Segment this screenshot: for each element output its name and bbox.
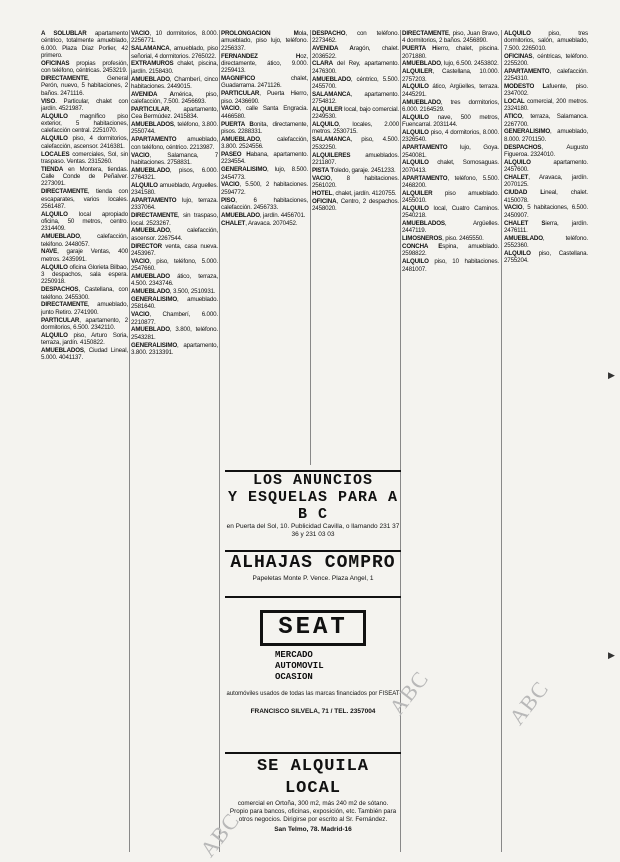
classified-listing: PISO, 6 habitaciones, calefacción. 2456733. <box>221 196 308 211</box>
classified-listing: GENERALISIMO, amueblado. 2581640. <box>131 296 218 311</box>
column-divider <box>310 30 311 465</box>
alhajas-ad <box>225 550 401 592</box>
classified-listing: NAVE, garaje Ventas, 400 metros. 2435991. <box>41 248 128 263</box>
seat-logo: SEAT <box>260 610 366 646</box>
column-divider <box>129 30 130 852</box>
classified-listing: A SOLUBLAR apartamento céntrico, totalmente amueblado, 6.000. Plaza Díaz Porlier, 42 primero. <box>41 30 128 60</box>
classified-listing: TIENDA en Montera, tiendas. Calle Conde de Peñalver. 2273091. <box>41 165 128 188</box>
classified-listing: AMUEBLADO, lujo, 6.500. 2453802. <box>402 60 499 68</box>
classified-listing: PISTA Toledo, garaje. 2451233. <box>312 166 396 174</box>
classified-listing: MODESTO Lafuente, piso. 2347002. <box>504 82 588 98</box>
classified-listing: ALQUILO oficina Glorieta Bilbao, 3 despachos, sala espera. 2250918. <box>41 263 128 286</box>
classified-listing: AMUEBLADO, jardín. 4456701. <box>221 211 306 219</box>
classified-column-5 <box>402 30 499 852</box>
classified-listing: AMUEBLADOS, Ciudad Lineal, 5.000. 4041137. <box>41 346 128 362</box>
seat-ocasion-line: OCASION <box>275 672 313 682</box>
classified-listing: AMUEBLADO, 3.500, 2510931. <box>131 288 216 296</box>
classified-listing: VISO. Particular, chalet con jardín. 4521987. <box>41 97 128 112</box>
classified-listing: LOCAL comercial, 200 metros. 2324180. <box>504 98 588 113</box>
classified-listing: SALAMANCA, amueblado, piso señorial, 4 dormitorios. 2765022. <box>131 45 218 60</box>
classified-listing: HOTEL, chalet, jardín. 4120755. <box>312 189 397 197</box>
classified-listing: ALQUILO apartamento. 2457600. <box>504 158 588 174</box>
classified-listing: ATICO, terraza, Salamanca. 2267700. <box>504 113 588 128</box>
classified-listing: ALQUILO, locales, 2.000 metros. 2530715. <box>312 121 399 136</box>
classified-listing: AMUEBLADO, tres dormitorios, 6.000. 2164529. <box>402 98 499 113</box>
classified-listing: VACIO, 5 habitaciones, 6.500. 2450907. <box>504 204 588 219</box>
abc-watermark: ABC <box>504 675 554 730</box>
classified-listing: ALQUILO piso, tres dormitorios, salón, amueblado, 7.500. 2265010. <box>504 30 588 52</box>
classified-listing: APARTAMENTO lujo, terraza. 2337064. <box>131 197 218 212</box>
classified-listing: DIRECTAMENTE, tienda con escaparates, varios locales. 2561487. <box>41 188 128 210</box>
classified-column-2 <box>131 30 218 852</box>
classified-listing: GENERALISIMO, lujo, 8.500. 2454773. <box>221 166 308 181</box>
anuncios-subheadline: Y ESQUELAS PARA A B C <box>227 489 399 523</box>
page-edge-arrow-icon: ▶ <box>608 650 615 660</box>
classified-listing: DIRECTAMENTE, piso, Juan Bravo, 4 dormitorios, 2 baños. 2456890. <box>402 30 499 45</box>
classified-listing: APARTAMENTO amueblado, con teléfono, céntrico. 2213987. <box>131 136 218 151</box>
classified-listing: AVENIDA América, piso, calefacción, 7.500. 2456693. <box>131 90 218 106</box>
classified-listing: AMUEBLADOS, teléfono, 3.800. 2550744. <box>131 121 218 136</box>
anuncios-ad <box>225 470 401 548</box>
classified-listing: PROLONGACION Mola, amueblado, piso lujo, teléfono. 2256337. <box>221 30 308 52</box>
classified-listing: AMUEBLADO ático, terraza, 4.500. 2343746. <box>131 273 218 288</box>
classified-listing: ALQUILO nave, 500 metros, Fuencarral. 2031144. <box>402 113 499 129</box>
classified-listing: AMUEBLADO, calefacción, ascensor. 2267544. <box>131 227 218 242</box>
classified-listing: CONCHA Espina, amueblado. 2598822. <box>402 243 499 258</box>
classified-listing: VACIO, 10 dormitorios, 8.000. 2256771. <box>131 30 218 45</box>
classified-listing: LOCALES comerciales, Sol, sin traspaso. Ventas. 2315260. <box>41 150 128 165</box>
classified-listing: PASEO Habana, apartamento. 2234554. <box>221 151 308 166</box>
classified-listing: ALQUILO piso, 4 dormitorios, calefacción, ascensor. 2416381. <box>41 135 128 150</box>
abc-watermark: ABC <box>384 665 434 720</box>
classified-listing: EXTRAMUROS chalet, piscina, jardín. 2158430. <box>131 60 218 75</box>
classified-listing: PARTICULAR, apartamento, Cea Bermúdez. 2415834. <box>131 105 218 121</box>
classified-listing: OFICINAS propias profesión, con teléfono, céntricas. 2453219. <box>41 59 128 75</box>
classified-listing: ALQUILO local apropiado oficina, 50 metros, centro. 2314409. <box>41 210 128 233</box>
classified-listing: VACIO, Chamberí, 6.000. 2210877. <box>131 311 218 326</box>
classified-listing: AMUEBLADO, 3.800, teléfono. 2543281. <box>131 326 218 341</box>
classified-listing: ALQUILER local, bajo comercial. 2249530. <box>312 105 399 121</box>
classified-listing: AMUEBLADO, calefacción, teléfono. 2448057. <box>41 233 128 248</box>
seat-automovil-line: AUTOMOVIL <box>275 661 324 671</box>
classified-listing: SALAMANCA, piso, 4.500. 2532250. <box>312 136 399 151</box>
classified-listing: GENERALISIMO, amueblado, 8.000. 2701150. <box>504 128 588 143</box>
classified-listing: CHALET, Aravaca, jardín. 2070125. <box>504 174 588 189</box>
classified-listing: LIMOSNEROS, piso. 2465550. <box>402 235 484 243</box>
anuncios-headline: LOS ANUNCIOS <box>252 472 374 489</box>
local-ad <box>225 752 401 854</box>
classified-listing: ALQUILO chalet, Somosaguas. 2070413. <box>402 159 499 174</box>
classified-listing: VACIO, 8 habitaciones. 2561020. <box>312 174 399 189</box>
classified-listing: ALQUILERES amueblados. 2211807. <box>312 151 399 166</box>
classified-listing: PARTICULAR, apartamento, 2 dormitorios, 6.500. 2342110. <box>41 316 128 331</box>
alhajas-headline: ALHAJAS COMPRO <box>230 553 396 573</box>
classified-listing: DIRECTAMENTE, amueblado, junto Retiro. 2741990. <box>41 301 128 316</box>
column-divider <box>501 30 502 852</box>
classified-listing: DESPACHOS, Castellana, con teléfono. 2455300. <box>41 286 128 301</box>
classified-listing: APARTAMENTO, teléfono, 5.500. 2468200. <box>402 174 499 189</box>
classified-listing: ALQUILO piso, 10 habitaciones. 2481007. <box>402 258 499 273</box>
classified-listing: FERNANDEZ Hoz, directamente, ático, 9.000. 2259413. <box>221 52 308 75</box>
classified-listing: OFICINAS, céntricas, teléfono. 2255200. <box>504 52 588 67</box>
classified-column-1 <box>41 30 128 852</box>
classified-listing: ALQUILO magnífico piso exterior, 5 habitaciones, calefacción central. 2251070. <box>41 112 128 135</box>
classified-listing: AVENIDA Aragón, chalet. 2036522. <box>312 45 399 60</box>
classified-listing: VACIO, 5.500, 2 habitaciones. 2594772. <box>221 181 308 196</box>
classified-listing: ALQUILO piso, Arturo Soria, terraza, jardín. 4150822. <box>41 331 128 347</box>
seat-ad <box>225 596 401 746</box>
anuncios-detail: en Puerta del Sol, 10. Publicidad Cavilla, o llamando 231 37 36 y 231 03 03 <box>226 523 400 538</box>
classified-listing: DESPACHO, con teléfono. 2273462. <box>312 30 399 45</box>
classified-listing: GENERALISIMO, apartamento, 3.800. 2313391. <box>131 341 218 356</box>
classified-listing: PARTICULAR, Puerta Hierro, piso. 2436690. <box>221 90 308 105</box>
classified-column-6 <box>504 30 588 852</box>
classified-listing: PUERTA Hierro, chalet, piscina. 2071880. <box>402 45 499 60</box>
seat-subtext: automóviles usados de todas las marcas financiados por FISEAT <box>226 691 400 697</box>
classified-column-4 <box>312 30 399 485</box>
classified-listing: AMUEBLADO, calefacción, 3.800. 2524556. <box>221 135 308 151</box>
classified-listing: ALQUILO piso, 4 dormitorios, 8.000. 2326540. <box>402 128 499 144</box>
local-detail: comercial en Ortoña, 300 m2, más 240 m2 de sótano. Propio para bancos, oficinas, exposición, etc. También para otros negocios. Dirigirse por escrito al Sr. Fernández. <box>229 800 397 823</box>
column-divider <box>219 30 220 852</box>
classified-listing: VACIO, Salamanca, 7 habitaciones. 2758831. <box>131 151 218 166</box>
classified-listing: CHALET Sierra, jardín. 2476111. <box>504 219 588 234</box>
classified-listing: APARTAMENTO, calefacción. 2254310. <box>504 67 588 83</box>
classified-listing: ALQUILER piso amueblado. 2455010. <box>402 189 499 205</box>
classified-listing: ALQUILO local, Cuatro Caminos. 2540218. <box>402 204 499 220</box>
classified-listing: SALAMANCA, apartamento. 2754812. <box>312 90 399 106</box>
classified-listing: APARTAMENTO lujo, Goya. 2540081. <box>402 144 499 159</box>
classified-listing: MAGNIFICO chalet, Guadarrama. 2471126. <box>221 75 308 90</box>
seat-mercado-line: MERCADO <box>275 650 313 660</box>
classified-listing: DIRECTAMENTE, sin traspaso, local. 2523267. <box>131 212 218 227</box>
classified-column-3 <box>221 30 308 485</box>
classified-listing: ALQUILER, Castellana, 10.000. 2757203. <box>402 68 499 83</box>
classified-listing: DIRECTAMENTE, General Perón, nuevo, 5 habitaciones, 2 baños. 2471116. <box>41 75 128 97</box>
seat-address: FRANCISCO SILVELA, 71 / TEL. 2357004 <box>250 708 376 715</box>
classified-listing: AMUEBLADOS, Argüelles. 2447119. <box>402 220 499 235</box>
classified-listing: CIUDAD Lineal, chalet. 4150078. <box>504 189 588 204</box>
classified-listing: AMUEBLADO, teléfono. 2552360. <box>504 234 588 250</box>
classified-listing: CLARA del Rey, apartamento. 2476300. <box>312 60 399 75</box>
classified-listing: AMUEBLADO, céntrico, 5.500. 2455700. <box>312 75 399 90</box>
classified-listing: DIRECTOR venta, casa nueva. 2453967. <box>131 242 218 257</box>
classified-listing: VACIO, piso, teléfono, 5.000. 2547660. <box>131 257 218 273</box>
classified-listing: DESPACHOS, Augusto Figueroa. 2324010. <box>504 143 588 158</box>
classified-listing: AMUEBLADO, pisos, 6.000. 2764321. <box>131 166 218 182</box>
local-headline: SE ALQUILA LOCAL <box>256 757 370 798</box>
abc-watermark: ABC <box>195 807 245 862</box>
local-address: San Telmo, 78. Madrid-16 <box>274 826 352 833</box>
classified-listing: OFICINA, Centro, 2 despachos. 2458020. <box>312 197 399 212</box>
alhajas-detail: Papeletas Monte P. Vence. Plaza Angel, 1 <box>252 575 374 582</box>
classified-listing: ALQUILO amueblado, Arguelles. 2341580. <box>131 181 218 197</box>
page-edge-arrow-icon: ▶ <box>608 370 615 380</box>
classified-listing: PUERTA Bonita, directamente, pisos. 2288331. <box>221 120 308 135</box>
classified-listing: VACIO, calle Santa Engracia. 4466580. <box>221 105 308 120</box>
classified-listing: ALQUILO piso, Castellana. 2755204. <box>504 249 588 265</box>
classified-listing: CHALET, Aravaca. 2070452. <box>221 219 298 227</box>
classified-listing: ALQUILO ático, Argüelles, terraza. 2445291. <box>402 83 499 98</box>
classified-listing: AMUEBLADO, Chamberí, cinco habitaciones. 2449015. <box>131 75 218 90</box>
